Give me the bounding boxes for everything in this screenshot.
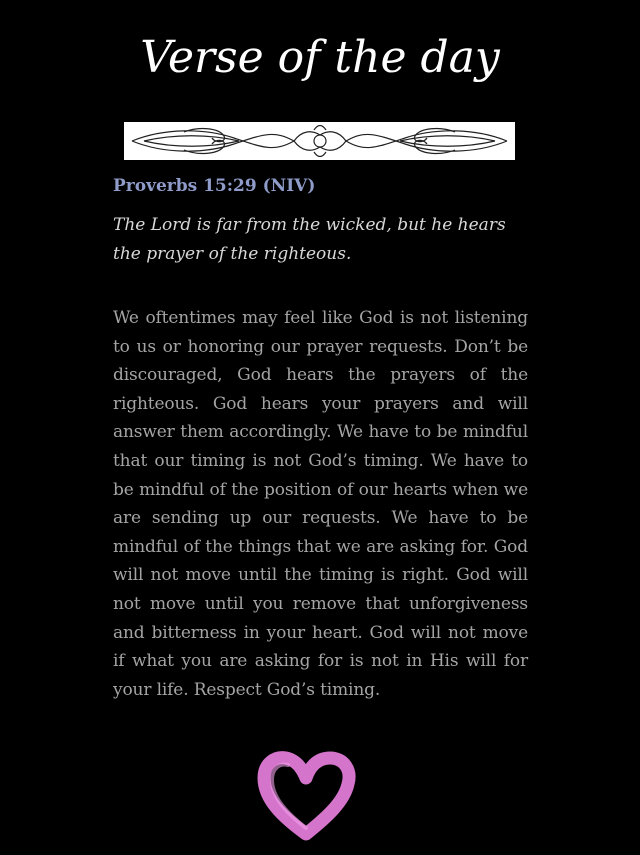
page-title: Verse of the day — [140, 32, 500, 83]
reflection-text: We oftentimes may feel like God is not listening to us or honoring our prayer requests. Don’t be discouraged, God hears the prayers of the righteous. God hears your prayers and will answer them accordingly. We have to be mindful that our timing is not God’s timing. We have to be mindful of the position of our hearts when we are sending up our requests. We have to be mindful of the things that we are asking for. God will not move until the timing is right. God will not move until you remove that unforgiveness and bitterness in your heart. God will not move if what you are asking for is not in His will for your life. Respect God’s timing. — [113, 308, 528, 700]
heart-icon — [254, 748, 358, 844]
flourish-divider — [124, 122, 515, 160]
verse-text: The Lord is far from the wicked, but he hears the prayer of the righteous. — [113, 215, 506, 264]
verse-reference: Proverbs 15:29 (NIV) — [113, 176, 316, 196]
